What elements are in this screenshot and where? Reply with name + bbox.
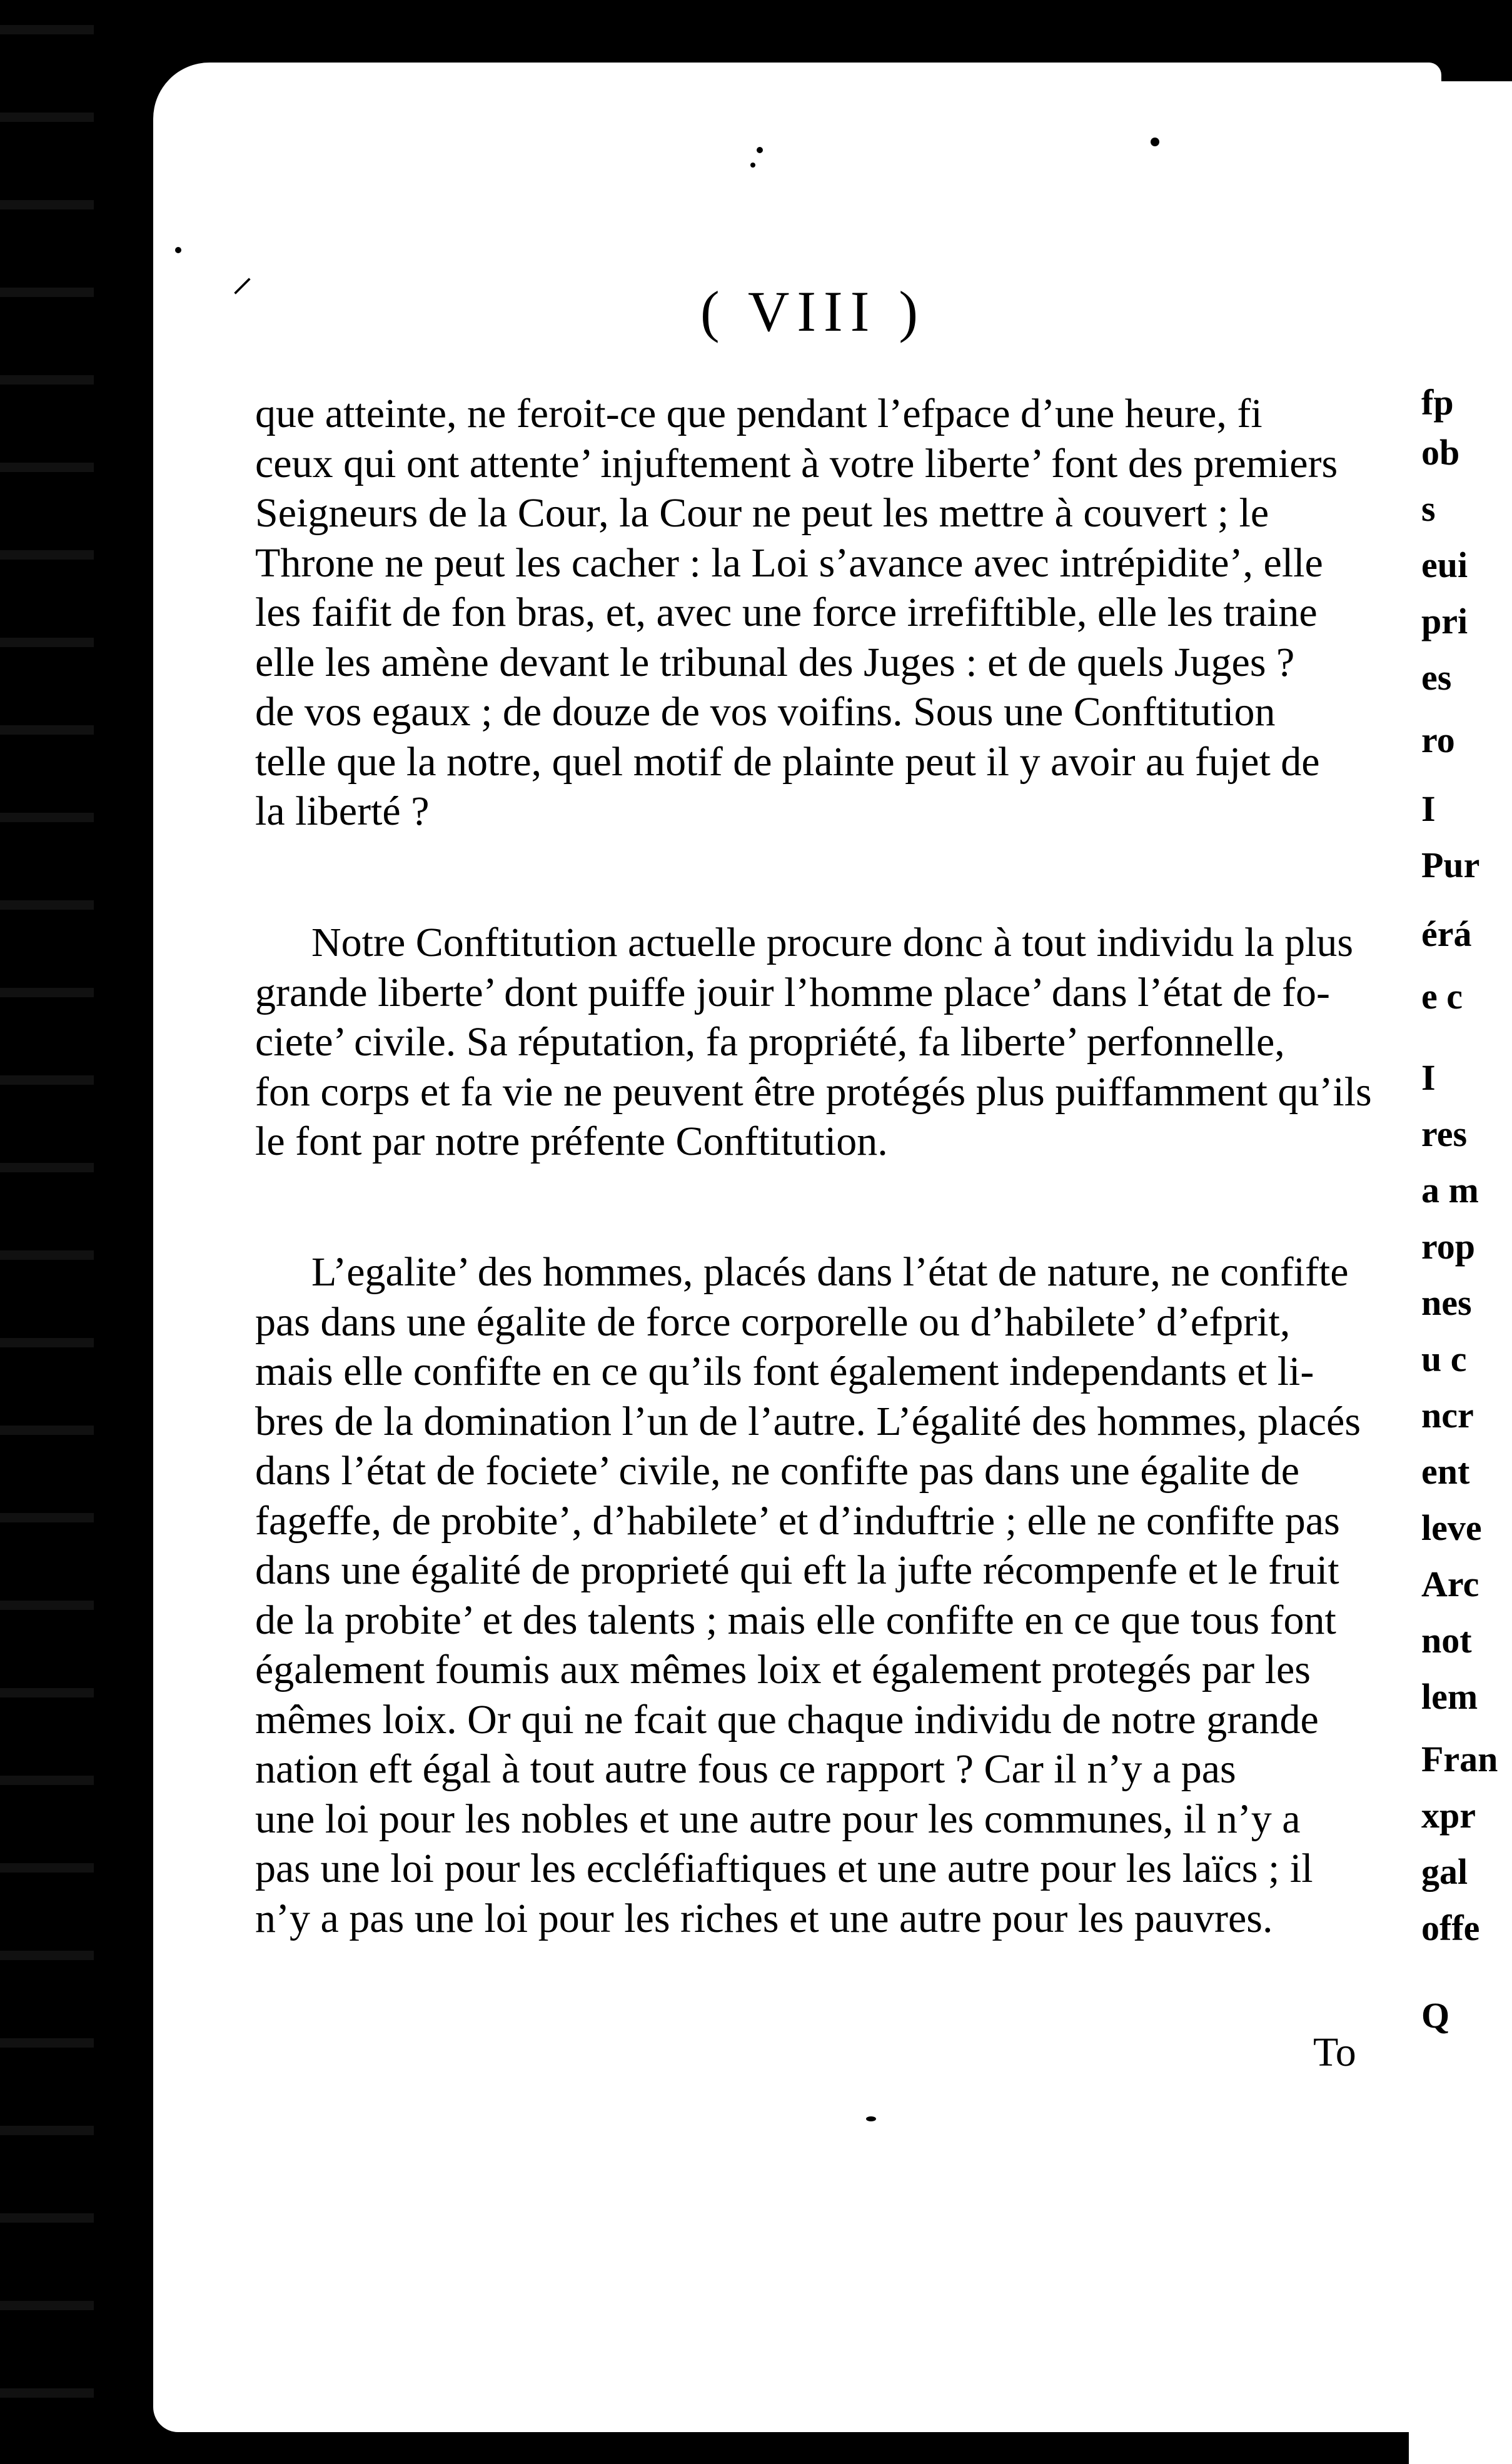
facing-fragment: ent (1421, 1451, 1470, 1492)
facing-fragment: not (1421, 1620, 1472, 1661)
text-line: les faifit de fon bras, et, avec une force irrefiftible, elle les traine (255, 590, 1318, 635)
text-line: telle que la notre, quel motif de plainte peut il y avoir au fujet de (255, 738, 1320, 785)
text-line: pas dans une égalite de force corporelle ou d’habilete’ d’efprit, (255, 1299, 1291, 1345)
text-line: mais elle confifte en ce qu’ils font également independants et li- (255, 1349, 1314, 1394)
facing-fragment: I (1421, 1057, 1436, 1098)
facing-fragment: Q (1421, 1995, 1450, 2036)
text-line: également foumis aux mêmes loix et également protegés par les (255, 1647, 1311, 1692)
facing-fragment: res (1421, 1114, 1468, 1154)
facing-fragment: u c (1421, 1339, 1467, 1379)
paragraph-2 (255, 918, 1424, 1167)
text-line: pas une loi pour les eccléfiaftiques et une autre pour les laïcs ; il (255, 1846, 1313, 1891)
text-line: fageffe, de probite’, d’habilete’ et d’induftrie ; elle ne confifte pas (255, 1497, 1340, 1544)
facing-fragment: ob (1421, 432, 1460, 473)
scan-speck (1151, 138, 1159, 146)
text-line: le font par notre préfente Conftitution. (255, 1119, 888, 1164)
paragraph-3 (255, 1247, 1424, 1943)
text-line: fon corps et fa vie ne peuvent être protégés plus puiffamment qu’ils (255, 1069, 1372, 1115)
facing-fragment: lem (1421, 1676, 1478, 1717)
text-line: la liberté ? (255, 788, 430, 834)
text-line: ciete’ civile. Sa réputation, fa propriété, fa liberte’ perfonnelle, (255, 1019, 1285, 1065)
text-line: de la probite’ et des talents ; mais elle confifte en ce que tous font (255, 1597, 1336, 1643)
facing-fragment: es (1421, 657, 1452, 698)
text-line: ceux qui ont attente’ injuftement à votre liberte’ font des premiers (255, 440, 1338, 486)
text-line: de vos egaux ; de douze de vos voifins. Sous une Conftitution (255, 689, 1276, 735)
text-line: une loi pour les nobles et une autre pour les communes, il n’y a (255, 1796, 1301, 1842)
text-line: nation eft égal à tout autre fous ce rapport ? Car il n’y a pas (255, 1746, 1236, 1792)
scan-speck (866, 2116, 876, 2121)
catchword: To (1313, 2029, 1356, 2075)
facing-fragment: rop (1421, 1226, 1475, 1267)
scan-speck (175, 247, 181, 253)
facing-fragment: ncr (1421, 1395, 1474, 1436)
facing-fragment: Fran (1421, 1739, 1498, 1779)
scan-speck (757, 147, 763, 153)
facing-fragment: gal (1421, 1851, 1468, 1892)
facing-fragment: fp (1421, 382, 1454, 423)
facing-fragment: pri (1421, 601, 1468, 641)
text-line: L’egalite’ des hommes, placés dans l’état de nature, ne confifte (311, 1249, 1349, 1295)
facing-fragment: s (1421, 488, 1436, 529)
facing-fragment: I (1421, 788, 1436, 829)
facing-fragment: ro (1421, 720, 1455, 760)
text-line: grande liberte’ dont puiffe jouir l’homme place’ dans l’état de fo- (255, 969, 1330, 1015)
facing-fragment: érá (1421, 913, 1472, 954)
text-line: Notre Conftitution actuelle procure donc à tout individu la plus (311, 920, 1354, 965)
ink-mark: ⸝ (231, 253, 253, 301)
text-line: Seigneurs de la Cour, la Cour ne peut les mettre à couvert ; le (255, 490, 1269, 536)
scan-dark-margin (0, 0, 94, 2464)
text-line: Throne ne peut les cacher : la Loi s’avance avec intrépidite’, elle (255, 540, 1323, 586)
facing-fragment: xpr (1421, 1795, 1476, 1836)
facing-fragment: a m (1421, 1170, 1479, 1210)
facing-fragment: e c (1421, 976, 1463, 1017)
facing-fragment: offe (1421, 1908, 1480, 1948)
facing-fragment: eui (1421, 545, 1468, 585)
facing-fragment: Arc (1421, 1564, 1479, 1604)
facing-fragment: Pur (1421, 845, 1480, 885)
text-line: n’y a pas une loi pour les riches et une autre pour les pauvres. (255, 1895, 1273, 1941)
scan-speck (750, 163, 755, 168)
paragraph-1 (255, 389, 1424, 837)
text-line: dans une égalité de proprieté qui eft la jufte récompenfe et le fruit (255, 1547, 1339, 1593)
text-line: que atteinte, ne feroit-ce que pendant l’efpace d’une heure, fi (255, 391, 1263, 436)
text-line: elle les amène devant le tribunal des Juges : et de quels Juges ? (255, 639, 1295, 685)
facing-fragment: leve (1421, 1507, 1482, 1548)
page-number-header: ( VIII ) (700, 279, 925, 343)
text-line: bres de la domination l’un de l’autre. L’égalité des hommes, placés (255, 1398, 1361, 1444)
text-line: dans l’état de fociete’ civile, ne confifte pas dans une égalite de (255, 1448, 1300, 1494)
facing-fragment: nes (1421, 1282, 1472, 1323)
text-line: mêmes loix. Or qui ne fcait que chaque individu de notre grande (255, 1696, 1319, 1742)
